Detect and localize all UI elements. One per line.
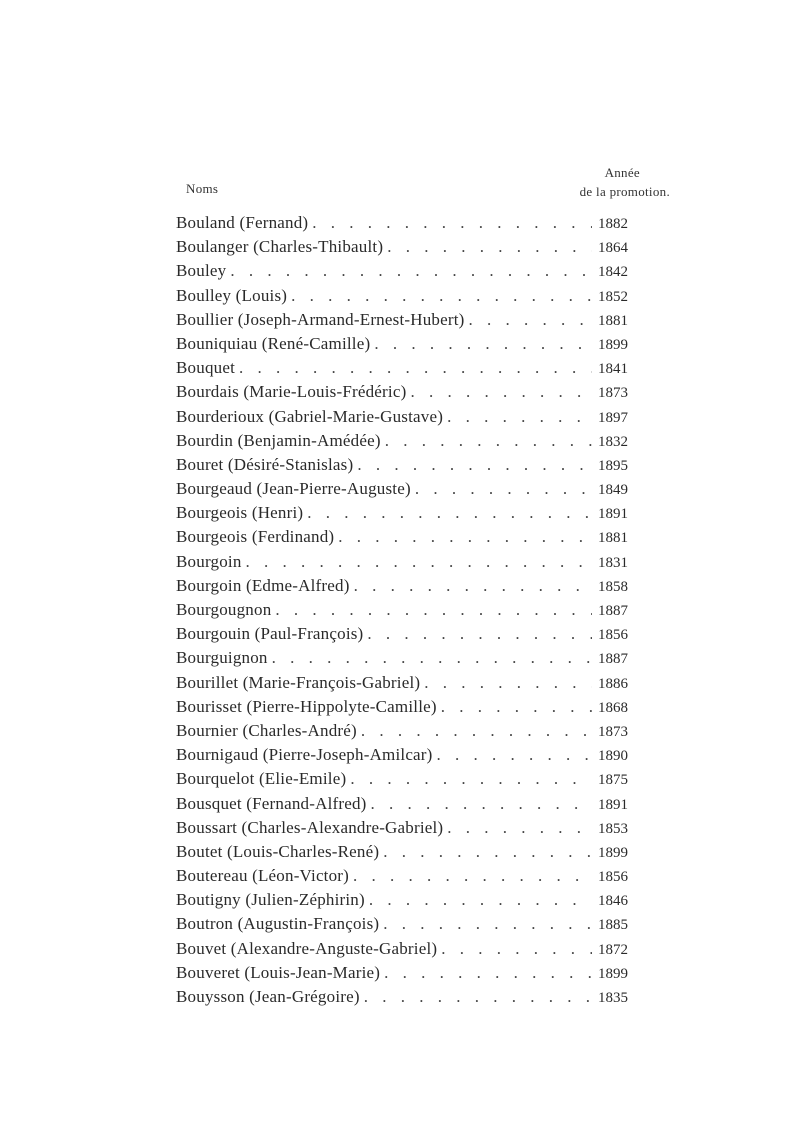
entry-year: 1899 [598, 965, 628, 982]
entry-name: Bourdais (Marie-Louis-Frédéric) [176, 382, 407, 402]
list-item [176, 816, 628, 840]
entry-name: Bourgeois (Henri) [176, 503, 304, 523]
dot-leader [437, 937, 592, 961]
list-item [176, 912, 628, 936]
entry-year: 1891 [598, 506, 628, 523]
dot-leader [360, 985, 592, 1009]
entry-name: Bousquet (Fernand-Alfred) [176, 793, 367, 813]
dot-leader [379, 840, 592, 864]
entry-year: 1897 [598, 409, 628, 426]
entry-year: 1841 [598, 361, 628, 378]
entry-year: 1899 [598, 844, 628, 861]
dot-leader [365, 888, 592, 912]
entry-year: 1868 [598, 699, 628, 716]
entry-year: 1899 [598, 336, 628, 353]
list-item [176, 840, 628, 864]
list-item [176, 332, 628, 356]
list-item [176, 380, 628, 404]
dot-leader [380, 961, 592, 985]
entry-name: Bouret (Désiré-Stanislas) [176, 454, 354, 474]
list-item [176, 671, 628, 695]
entry-year: 1887 [598, 603, 628, 619]
list-item [176, 622, 628, 646]
list-item [176, 308, 628, 332]
list-item [176, 429, 628, 453]
year-column-header-line2: de la promotion. [579, 184, 670, 199]
entry-year: 1853 [598, 820, 628, 837]
dot-leader [303, 501, 592, 525]
entry-year: 1856 [598, 869, 628, 886]
entry-year: 1873 [598, 385, 628, 402]
entry-year: 1846 [598, 893, 628, 910]
dot-leader [350, 574, 592, 598]
entry-year: 1842 [598, 264, 628, 281]
entry-year: 1886 [598, 675, 628, 692]
entry-name: Bouland (Fernand) [176, 213, 309, 232]
dot-leader [381, 429, 592, 453]
entry-year: 1835 [598, 990, 628, 1006]
entry-year: 1852 [598, 288, 628, 305]
entry-name: Bourgeaud (Jean-Pierre-Auguste) [176, 479, 411, 499]
entry-name: Boullier (Joseph-Armand-Ernest-Hubert) [176, 309, 465, 329]
dot-leader [420, 671, 592, 695]
entry-year: 1882 [598, 216, 628, 232]
dot-leader [379, 912, 592, 936]
entry-name: Bourisset (Pierre-Hippolyte-Camille) [176, 696, 437, 716]
names-column-header: Noms [186, 181, 219, 196]
list-item [176, 235, 628, 259]
entry-name: Bouveret (Louis-Jean-Marie) [176, 962, 381, 982]
list-item [176, 501, 628, 525]
entry-name: Boussart (Charles-Alexandre-Gabriel) [176, 817, 444, 837]
dot-leader [370, 332, 592, 356]
list-item [176, 937, 628, 961]
list-item [176, 646, 628, 670]
entry-year: 1864 [598, 240, 628, 257]
entry-name: Bourderioux (Gabriel-Marie-Gustave) [176, 406, 444, 426]
list-item [176, 525, 628, 549]
dot-leader [363, 622, 592, 646]
dot-leader [383, 235, 592, 259]
entry-year: 1832 [598, 433, 628, 450]
list-item [176, 453, 628, 477]
entry-name: Bouquet [176, 358, 236, 378]
entry-name: Bourquelot (Elie-Emile) [176, 769, 347, 789]
list-item [176, 985, 628, 1009]
dot-leader [346, 767, 592, 791]
entry-name: Boutigny (Julien-Zéphirin) [176, 890, 365, 910]
entry-year: 1885 [598, 917, 628, 934]
list-item [176, 743, 628, 767]
list-item [176, 695, 628, 719]
entry-name: Bouley [176, 261, 227, 281]
entry-year: 1887 [598, 651, 628, 668]
list-item [176, 211, 628, 235]
entry-name: Bourgoin [176, 551, 242, 571]
entry-name: Boulley (Louis) [176, 285, 288, 305]
dot-leader [465, 308, 593, 332]
list-item [176, 767, 628, 791]
list-item [176, 888, 628, 912]
entry-year: 1881 [598, 312, 628, 329]
list-item [176, 284, 628, 308]
entry-name: Bourdin (Benjamin-Amédée) [176, 430, 381, 450]
entry-year: 1873 [598, 723, 628, 740]
list-item [176, 719, 628, 743]
entry-year: 1849 [598, 482, 628, 499]
list-item [176, 598, 628, 622]
dot-leader [353, 453, 592, 477]
entry-year: 1856 [598, 627, 628, 644]
entry-name: Bouysson (Jean-Grégoire) [176, 987, 360, 1006]
entry-year: 1875 [598, 772, 628, 789]
entry-name: Bournier (Charles-André) [176, 720, 357, 740]
list-item [176, 405, 628, 429]
entry-name: Boutron (Augustin-François) [176, 914, 380, 934]
dot-leader [235, 356, 592, 380]
list-item [176, 864, 628, 888]
list-item [176, 356, 628, 380]
entry-name: Boutet (Louis-Charles-René) [176, 841, 380, 861]
dot-leader [349, 864, 592, 888]
entry-name: Bourgouin (Paul-François) [176, 624, 364, 644]
dot-leader [411, 477, 592, 501]
entry-year: 1872 [598, 941, 628, 958]
dot-leader [357, 719, 592, 743]
entry-name: Bourgougnon [176, 600, 272, 619]
list-item [176, 792, 628, 816]
list-item [176, 550, 628, 574]
entry-name: Boulanger (Charles-Thibault) [176, 237, 384, 257]
list-item [176, 574, 628, 598]
dot-leader [406, 380, 592, 404]
entry-name: Boutereau (Léon-Victor) [176, 866, 350, 886]
dot-leader [367, 792, 592, 816]
dot-leader [287, 284, 592, 308]
list-item [176, 477, 628, 501]
list-item [176, 259, 628, 283]
dot-leader [226, 259, 592, 283]
year-column-header-line1: Année [604, 165, 640, 180]
dot-leader [433, 743, 592, 767]
entry-year: 1895 [598, 457, 628, 474]
dot-leader [271, 598, 592, 622]
dot-leader [334, 525, 592, 549]
entry-name: Bournigaud (Pierre-Joseph-Amilcar) [176, 745, 433, 765]
entry-name: Bourillet (Marie-François-Gabriel) [176, 672, 421, 692]
dot-leader [268, 646, 592, 670]
entry-name: Bouvet (Alexandre-Anguste-Gabriel) [176, 938, 438, 958]
dot-leader [443, 405, 592, 429]
promotion-list [176, 211, 628, 1009]
entry-name: Bourguignon [176, 648, 268, 668]
list-item [176, 961, 628, 985]
entry-year: 1891 [598, 796, 628, 813]
entry-year: 1831 [598, 554, 628, 571]
entry-name: Bouniquiau (René-Camille) [176, 333, 371, 353]
entry-year: 1890 [598, 748, 628, 765]
entry-year: 1881 [598, 530, 628, 547]
dot-leader [308, 211, 592, 235]
dot-leader [437, 695, 592, 719]
entry-year: 1858 [598, 578, 628, 595]
entry-name: Bourgeois (Ferdinand) [176, 527, 335, 547]
dot-leader [242, 550, 592, 574]
entry-name: Bourgoin (Edme-Alfred) [176, 575, 350, 595]
dot-leader [443, 816, 592, 840]
